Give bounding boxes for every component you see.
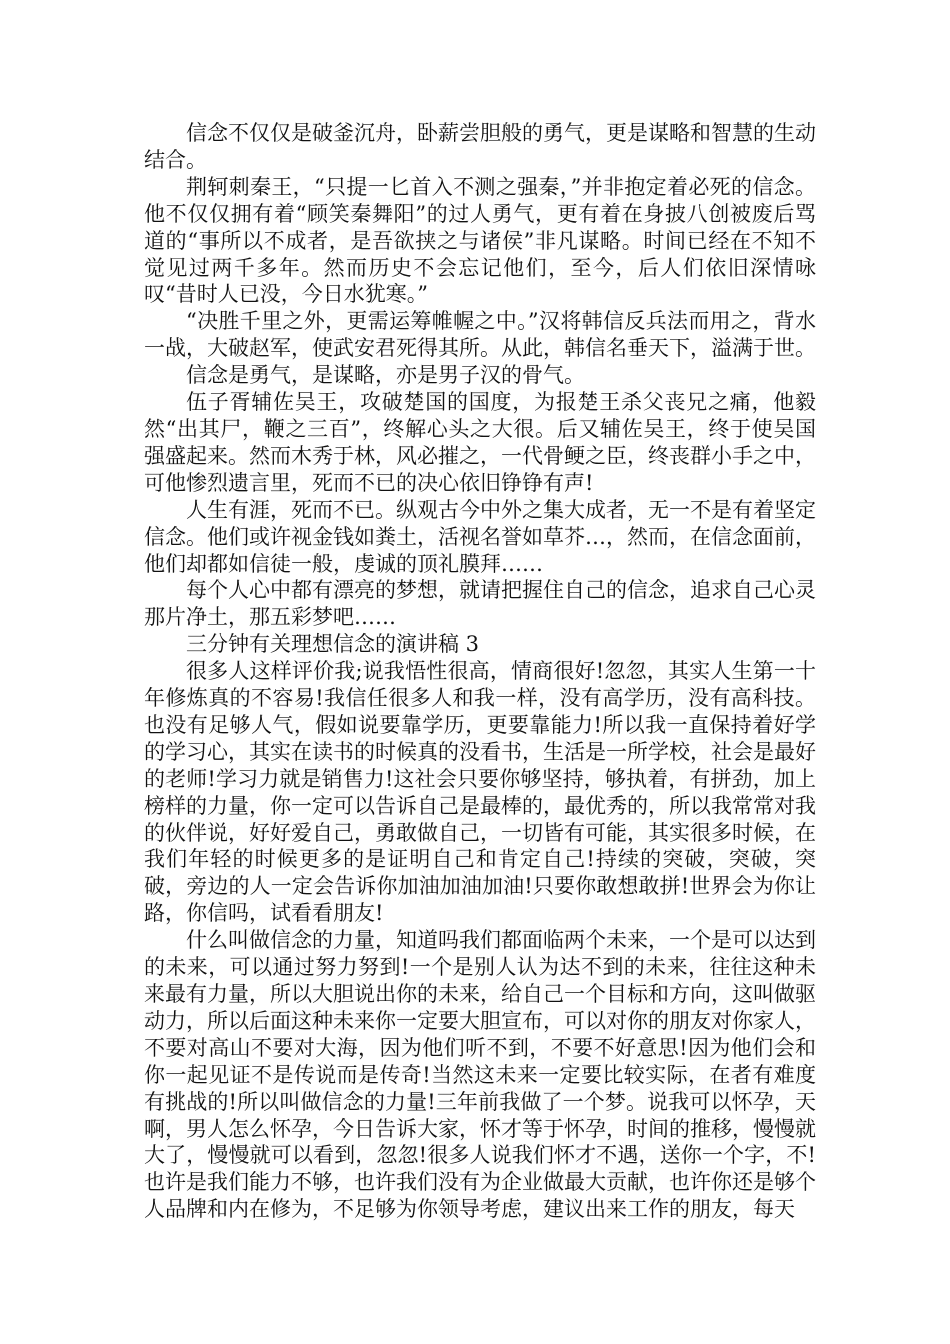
- paragraph-4: 信念是勇气，是谋略，亦是男子汉的骨气。: [186, 363, 585, 388]
- paragraph-6: 人生有涯，死而不已。纵观古今中外之集大成者，无一不是有着坚定信念。他们或许视金钱如粪土，活视名誉如草芥…，然而，在信念面前，他们却都如信徒一般，虔诚的顶礼膜拜……: [144, 497, 816, 576]
- paragraph-9: 什么叫做信念的力量，知道吗我们都面临两个未来，一个是可以达到的未来，可以通过努力努到!一个是别人认为达不到的未来，往往这种未来最有力量，所以大胆说出你的未来，给自己一个目标和方向，这叫做驱动力，所以后面这种未来你一定要大胆宣布，可以对你的朋友对你家人，不要对高山不要对大海，因为他们听不到，不要不好意思!因为他们会和你一起见证不是传说而是传奇!当然这未来一定要比较实际，在者有难度有挑战的!所以叫做信念的力量!三年前我做了一个梦。说我可以怀孕，天啊，男人怎么怀孕，今日告诉大家，怀才等于怀孕，时间的推移，慢慢就大了，慢慢就可以看到，忽忽!很多人说我们怀才不遇，送你一个字，不!也许是我们能力不够，也许我们没有为企业做最大贡献，也许你还是够个人品牌和内在修为，不足够为你领导考虑，建议出来工作的朋友，每天: [144, 928, 816, 1222]
- paragraph-1: 信念不仅仅是破釜沉舟，卧薪尝胆般的勇气，更是谋略和智慧的生动结合。: [144, 121, 816, 172]
- paragraph-3: “决胜千里之外，更需运筹帷幄之中。”汉将韩信反兵法而用之，背水一战，大破赵军，使武安君死得其所。从此，韩信名垂天下，溢满于世。: [144, 309, 816, 361]
- section-title: 三分钟有关理想信念的演讲稿 3: [186, 632, 480, 657]
- document-body: [144, 120, 816, 1223]
- paragraph-8: 很多人这样评价我;说我悟性很高，情商很好!忽忽，其实人生第一十年修炼真的不容易!我信任很多人和我一样，没有高学历，没有高科技。也没有足够人气，假如说要靠学历，更要靠能力!所以我一直保持着好学的学习心，其实在读书的时候真的没看书，生活是一所学校，社会是最好的老师!学习力就是销售力!这社会只要你够坚持，够执着，有拼劲，加上榜样的力量，你一定可以告诉自己是最棒的，最优秀的，所以我常常对我的伙伴说，好好爱自己，勇敢做自己，一切皆有可能，其实很多时候，在我们年轻的时候更多的是证明自己和肯定自己!持续的突破，突破，突破，旁边的人一定会告诉你加油加油加油!只要你敢想敢拼!世界会为你让路，你信吗，试看看朋友!: [144, 659, 816, 926]
- paragraph-7: 每个人心中都有漂亮的梦想，就请把握住自己的信念，追求自己心灵那片净土，那五彩梦吧……: [144, 578, 816, 630]
- paragraph-5: 伍子胥辅佐吴王，攻破楚国的国度，为报楚王杀父丧兄之痛，他毅然“出其尸，鞭之三百”，终解心头之大很。后又辅佐吴王，终于使吴国强盛起来。然而木秀于林，风必摧之，一代骨鲠之臣，终丧群小手之中，可他惨烈遗言里，死而不已的决心依旧铮铮有声!: [144, 390, 816, 495]
- paragraph-2: 荆轲刺秦王，“只提一匕首入不测之强秦，”并非抱定着必死的信念。他不仅仅拥有着“顾笑秦舞阳”的过人勇气，更有着在身披八创被废后骂道的“事所以不成者，是吾欲挟之与诸侯”非凡谋略。时间已经在不知不觉见过两千多年。然而历史不会忘记他们，至今，后人们依旧深情咏叹“昔时人已没，今日水犹寒。”: [144, 174, 816, 307]
